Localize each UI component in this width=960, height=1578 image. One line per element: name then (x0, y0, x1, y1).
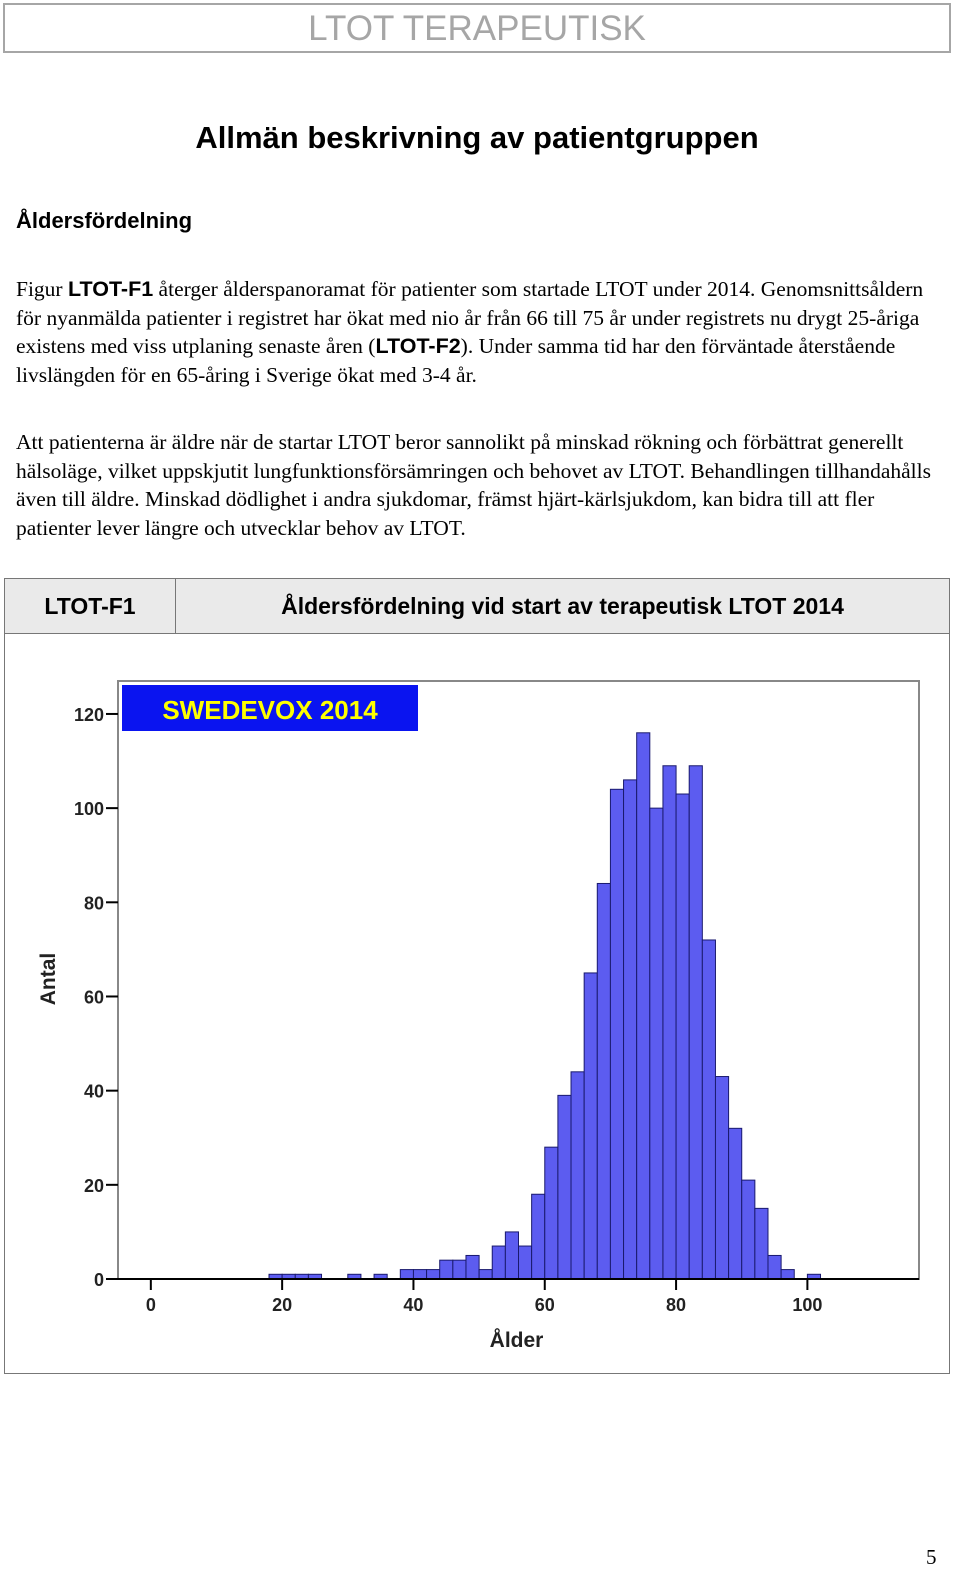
histogram-bar (755, 1208, 768, 1279)
histogram-bar (492, 1246, 505, 1279)
x-tick-label: 0 (145, 1295, 156, 1315)
histogram-chart (5, 579, 949, 1373)
histogram-bar (571, 1072, 584, 1279)
histogram-bar (505, 1232, 518, 1279)
histogram-bar (702, 940, 715, 1279)
histogram-bar (650, 808, 663, 1279)
histogram-bar (545, 1147, 558, 1279)
p1-text-pre: Figur (16, 277, 68, 301)
histogram-bar (624, 780, 637, 1279)
plot-frame (118, 681, 919, 1279)
y-tick-label: 100 (73, 799, 104, 820)
y-axis-title: Antal (37, 952, 60, 1006)
histogram-bar (453, 1260, 466, 1279)
histogram-bar (689, 766, 702, 1279)
histogram-bar (427, 1270, 440, 1279)
page-header: LTOT TERAPEUTISK (3, 3, 951, 53)
x-tick-label: 20 (272, 1295, 293, 1315)
y-tick-label: 120 (73, 704, 104, 725)
histogram-bar (479, 1270, 492, 1279)
figure-ref-f2: LTOT-F2 (375, 334, 461, 358)
histogram-bar (781, 1270, 794, 1279)
page-number: 5 (926, 1545, 937, 1569)
figure-id: LTOT-F1 (5, 579, 176, 633)
histogram-bar (715, 1077, 728, 1279)
y-tick-label: 60 (83, 987, 104, 1008)
figure-title: Åldersfördelning vid start av terapeutisk LTOT 2014 (281, 593, 844, 619)
histogram-bar (440, 1260, 453, 1279)
figure-ref-f1: LTOT-F1 (67, 277, 154, 301)
x-tick-label: 80 (666, 1295, 687, 1315)
chart-title: SWEDEVOX 2014 (162, 695, 378, 725)
histogram-bar (729, 1128, 742, 1279)
y-tick-label: 0 (93, 1270, 104, 1290)
histogram-bar (400, 1270, 413, 1279)
p1-text-post: ). Under samma tid har den förväntade återstående livslängden för en 65-åring i Sverige ökat med 3-4 år. (16, 334, 896, 387)
x-tick-label: 40 (403, 1295, 424, 1315)
histogram-bar (597, 883, 610, 1279)
section-title: Åldersfördelning (16, 208, 193, 233)
x-tick-label: 60 (534, 1295, 555, 1315)
paragraph-2: Att patienterna är äldre när de startar LTOT beror sannolikt på minskad rökning och förbättrat generellt hälsoläge, vilket uppskjutit lungfunktionsförsämringen och behovet av LTOT. Behandlingen tillhandahålls även till äldre. Minskad dödlighet i andra sjukdomar, främst hjärt-kärlsjukdom, kan bidra till att fler patienter lever längre och utvecklar behov av LTOT. (16, 430, 931, 540)
histogram-bar (413, 1270, 426, 1279)
histogram-bar (466, 1255, 479, 1279)
histogram-bar (532, 1194, 545, 1279)
y-tick-label: 20 (83, 1175, 104, 1196)
y-tick-label: 80 (83, 893, 104, 914)
x-axis-title: Ålder (489, 1329, 544, 1352)
p1-text-mid: återger ålderspanoramat för patienter som startade LTOT under 2014. Genomsnittsåldern för nyanmälda patienter i registret har ökat med nio år från 66 till 75 år under registrets nu drygt 25-åriga existens med viss utplaning senaste åren ( (16, 277, 924, 358)
histogram-bar (768, 1255, 781, 1279)
histogram-bar (584, 973, 597, 1279)
histogram-bar (663, 766, 676, 1279)
paragraph-1 (16, 275, 946, 389)
figure-box (4, 578, 950, 1374)
histogram-bar (676, 794, 689, 1279)
histogram-bar (519, 1246, 532, 1279)
page-title: Allmän beskrivning av patientgruppen (195, 120, 759, 155)
y-tick-label: 40 (83, 1081, 104, 1102)
histogram-bar (637, 733, 650, 1279)
histogram-bar (610, 789, 623, 1279)
x-tick-label: 100 (792, 1295, 823, 1315)
histogram-bar (558, 1095, 571, 1279)
histogram-bar (742, 1180, 755, 1279)
